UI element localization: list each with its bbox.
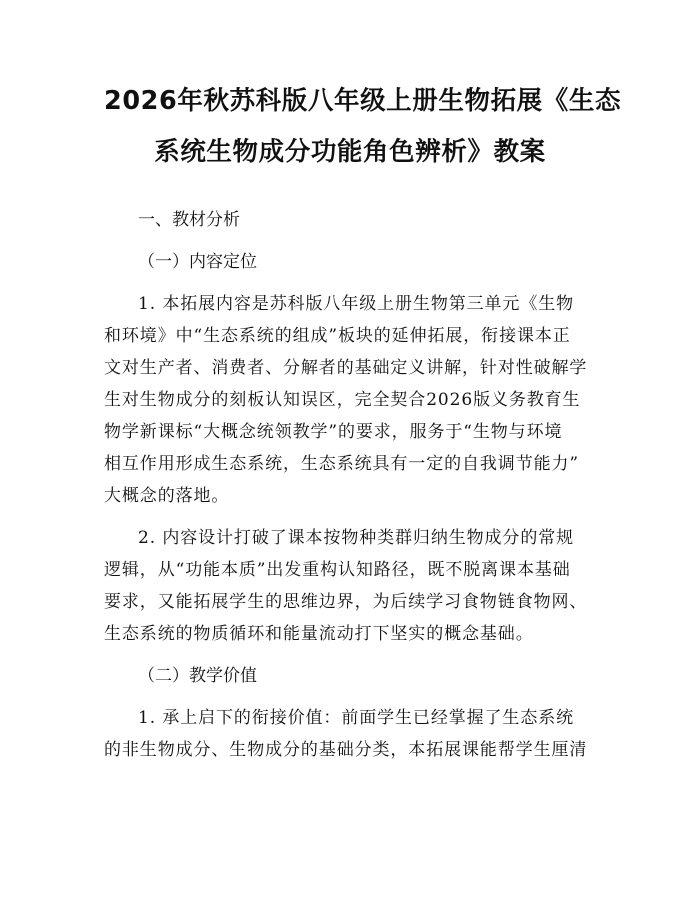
title-line-1: 2026年秋苏科版八年级上册生物拓展《生态 <box>104 86 622 116</box>
paragraph-line: 物学新课标“大概念统领教学”的要求，服务于“生物与环境 <box>104 422 563 442</box>
paragraph-line: 逻辑，从“功能本质”出发重构认知路径，既不脱离课本基础 <box>104 560 571 580</box>
paragraph-line: 的非生物成分、生物成分的基础分类，本拓展课能帮学生厘清 <box>104 740 588 760</box>
section-heading-teaching-material-analysis: 一、教材分析 <box>138 210 240 230</box>
subsection-heading-content-positioning: （一）内容定位 <box>138 252 257 272</box>
subsection-heading-teaching-value: （二）教学价值 <box>138 666 257 686</box>
paragraph-line: 生态系统的物质循环和能量流动打下坚实的概念基础。 <box>104 624 534 644</box>
paragraph-2 <box>104 522 596 650</box>
paragraph-1 <box>104 288 596 512</box>
paragraph-line: 文对生产者、消费者、分解者的基础定义讲解，针对性破解学 <box>104 358 588 378</box>
paragraph-line: 1. 本拓展内容是苏科版八年级上册生物第三单元《生物 <box>138 294 575 314</box>
document-title <box>104 0 622 178</box>
paragraph-line: 和环境》中“生态系统的组成”板块的延伸拓展，衔接课本正 <box>104 326 571 346</box>
paragraph-line: 大概念的落地。 <box>104 486 230 506</box>
document-body <box>104 204 596 766</box>
paragraph-line: 生对生物成分的刻板认知误区，完全契合2026版义务教育生 <box>104 390 581 410</box>
paragraph-line: 1. 承上启下的衔接价值：前面学生已经掌握了生态系统 <box>138 708 575 728</box>
paragraph-line: 相互作用形成生态系统，生态系统具有一定的自我调节能力” <box>104 454 579 474</box>
paragraph-3 <box>104 702 596 766</box>
title-line-2: 系统生物成分功能角色辨析》教案 <box>154 137 546 167</box>
paragraph-line: 2. 内容设计打破了课本按物种类群归纳生物成分的常规 <box>138 528 575 548</box>
paragraph-line: 要求，又能拓展学生的思维边界，为后续学习食物链食物网、 <box>104 592 588 612</box>
